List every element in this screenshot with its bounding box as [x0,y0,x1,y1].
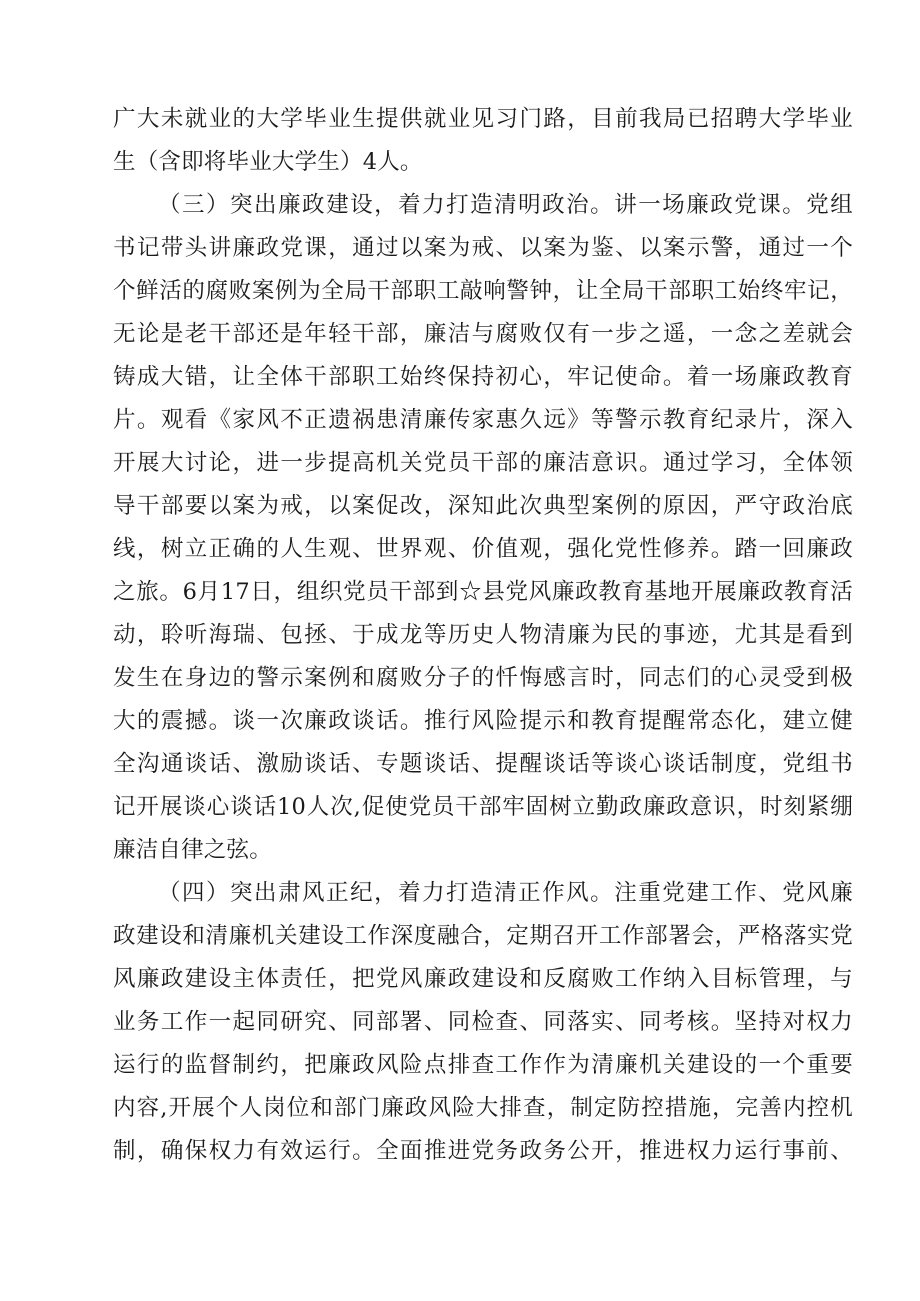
paragraph-heading-line: （四）突出肃风正纪，着力打造清正作风。注重党建工作、党风廉 [158,880,853,906]
text-line: 政建设和清廉机关建设工作深度融合，定期召开工作部署会，严格落实党 [113,923,853,949]
paragraph-heading-line: （三）突出廉政建设，着力打造清明政治。讲一场廉政党课。党组 [158,192,853,218]
text-line: 全沟通谈话、激励谈话、专题谈话、提醒谈话等谈心谈话制度，党组书 [113,751,853,777]
text-line: 生（含即将毕业大学生）4人。 [113,149,423,175]
text-line: 开展大讨论，进一步提高机关党员干部的廉洁意识。通过学习，全体领 [113,450,853,476]
text-line: 动，聆听海瑞、包拯、于成龙等历史人物清廉为民的事迹，尤其是看到 [113,622,853,648]
text-line: 书记带头讲廉政党课，通过以案为戒、以案为鉴、以案示警，通过一个 [113,235,853,261]
text-line: 记开展谈心谈话10人次,促使党员干部牢固树立勤政廉政意识，时刻紧绷 [113,794,853,820]
text-line: 个鲜活的腐败案例为全局干部职工敲响警钟，让全局干部职工始终牢记， [113,278,853,304]
text-line: 运行的监督制约，把廉政风险点排查工作作为清廉机关建设的一个重要 [113,1052,853,1078]
text-line: 广大未就业的大学毕业生提供就业见习门路，目前我局已招聘大学毕业 [113,106,853,132]
text-line: 廉洁自律之弦。 [113,837,272,863]
text-line: 发生在身边的警示案例和腐败分子的忏悔感言时，同志们的心灵受到极 [113,665,853,691]
text-line: 风廉政建设主体责任，把党风廉政建设和反腐败工作纳入目标管理，与 [113,966,853,992]
text-line: 铸成大错，让全体干部职工始终保持初心，牢记使命。着一场廉政教育 [113,364,853,390]
text-line: 业务工作一起同研究、同部署、同检查、同落实、同考核。坚持对权力 [113,1009,853,1035]
text-line: 线，树立正确的人生观、世界观、价值观，强化党性修养。踏一回廉政 [113,536,853,562]
text-line: 无论是老干部还是年轻干部，廉洁与腐败仅有一步之遥，一念之差就会 [113,321,853,347]
text-line: 导干部要以案为戒，以案促改，深知此次典型案例的原因，严守政治底 [113,493,853,519]
text-line: 片。观看《家风不正遗祸患清廉传家惠久远》等警示教育纪录片，深入 [113,407,853,433]
text-line: 制，确保权力有效运行。全面推进党务政务公开，推进权力运行事前、 [113,1138,853,1164]
text-line: 内容,开展个人岗位和部门廉政风险大排查，制定防控措施，完善内控机 [113,1095,853,1121]
text-line: 之旅。6月17日，组织党员干部到☆县党风廉政教育基地开展廉政教育活 [113,579,853,605]
text-line: 大的震撼。谈一次廉政谈话。推行风险提示和教育提醒常态化，建立健 [113,708,853,734]
